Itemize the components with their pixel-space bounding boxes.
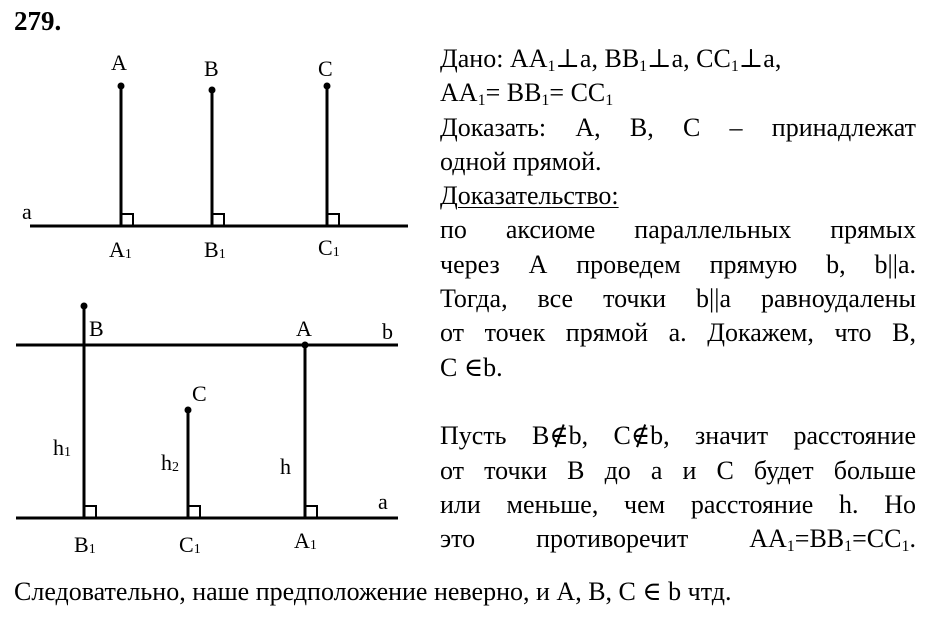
point-A-fig2	[302, 342, 309, 349]
label-B1-fig1: B1	[204, 237, 226, 262]
proof-line-2: через А проведем прямую b, b||a.	[440, 249, 916, 279]
point-C-fig1	[324, 83, 331, 90]
label-A-fig2: A	[296, 316, 312, 341]
right-angle-mark-C1-fig2	[188, 506, 200, 518]
label-line-b: b	[382, 319, 393, 344]
label-h2: h2	[161, 450, 179, 475]
proof-line-6: Пусть В∉b, С∉b, значит расстояние	[440, 421, 916, 451]
label-line-a-fig2: a	[378, 489, 388, 514]
solution-text	[440, 42, 916, 556]
point-B-fig1	[209, 87, 216, 94]
given-line-1: Дано: $AA_1\perp a$, $BB_1\perp a$, $CC_1\perp a$,	[440, 44, 782, 75]
proof-line-3: Тогда, все точки b||a равноудалены	[440, 284, 916, 314]
point-B-fig2	[81, 303, 88, 310]
proof-line-8: или меньше, чем расстояние h. Но	[440, 489, 916, 519]
label-C1-fig1: C1	[318, 235, 340, 260]
figures	[0, 0, 430, 621]
label-B-fig1: B	[204, 56, 219, 81]
label-C-fig2: C	[192, 381, 207, 406]
label-B-fig2: B	[89, 316, 104, 341]
label-A1-fig1: A1	[109, 237, 132, 262]
proof-line-9: это противоречит $AA_1=BB_1=CC_1$.	[440, 524, 916, 556]
blank-line	[440, 385, 916, 419]
figure-1	[22, 50, 408, 262]
point-A-fig1	[118, 83, 125, 90]
prove-line-2: одной прямой.	[440, 146, 602, 176]
conclusion: Следовательно, наше предположение неверно, и А, В, С ∈ b чтд.	[14, 577, 732, 606]
right-angle-mark-C1	[327, 214, 339, 226]
label-A1-fig2: A1	[294, 528, 317, 553]
proof-line-5: С ∈b.	[440, 352, 503, 382]
right-angle-mark-B1	[212, 214, 224, 226]
figure-2	[16, 303, 398, 558]
problem-number: 279.	[14, 6, 62, 36]
proof-line-7: от точки В до а и С будет больше	[440, 455, 916, 485]
given-line-2: $AA_1= BB_1= CC_1$	[440, 78, 614, 110]
proof-line-1: по аксиоме параллельных прямых	[440, 215, 916, 245]
point-C-fig2	[185, 407, 192, 414]
label-A-fig1: A	[111, 50, 127, 75]
label-C-fig1: C	[318, 56, 333, 81]
label-h1: h1	[53, 435, 71, 460]
proof-line-4: от точек прямой а. Докажем, что В,	[440, 318, 916, 348]
right-angle-mark-A1-fig2	[305, 506, 317, 518]
label-h: h	[280, 454, 291, 479]
label-line-a-fig1: a	[22, 199, 32, 224]
right-angle-mark-B1-fig2	[84, 506, 96, 518]
proof-heading: Доказательство:	[440, 181, 619, 211]
right-angle-mark-A1	[121, 214, 133, 226]
label-C1-fig2: C1	[179, 532, 201, 557]
prove-line-1: Доказать: А, В, С – принадлежат	[440, 112, 916, 142]
label-B1-fig2: B1	[74, 532, 96, 557]
